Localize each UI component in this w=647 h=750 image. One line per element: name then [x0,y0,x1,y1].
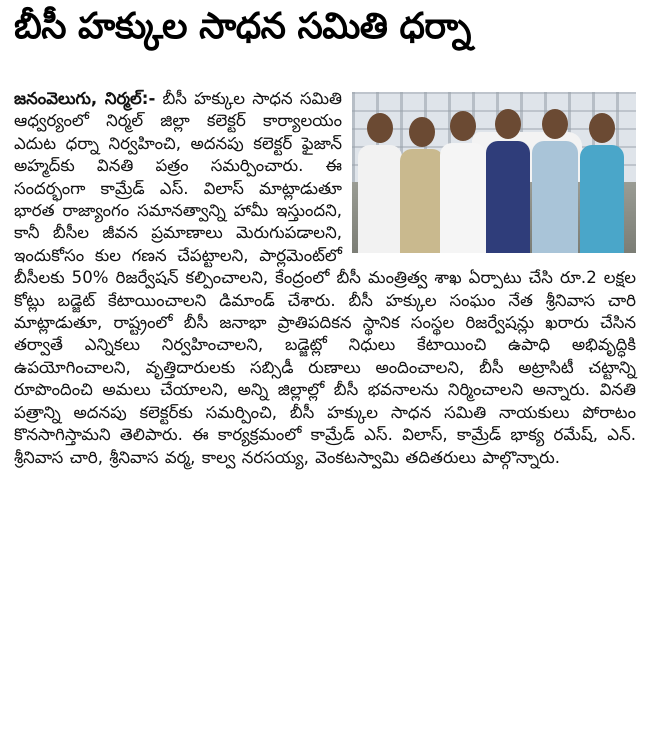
person-figure [358,113,402,253]
person-figure [486,109,530,253]
person-figure [440,111,486,253]
article-text: బీసీ హక్కుల సాధన సమితి ఆధ్వర్యంలో నిర్మల్ జిల్లా కలెక్టర్ కార్యాలయం ఎదుట ధర్నా నిర్వహించి, అదనపు కలెక్టర్ ఫైజాన్ అహ్మద్‌కు వినతి పత్రం సమర్పించారు. ఈ సందర్భంగా కామ్రేడ్ ఎస్. విలాస్ మాట్లాడుతూ భారత రాజ్యాంగం సమానత్వాన్ని హామీ ఇస్తుందని, కానీ బీసీల జీవన ప్రమాణాలు మెరుగుపడాలని, ఇందుకోసం కుల గణన చేపట్టాలని, పార్లమెంట్‌లో బీసీలకు 50% రిజర్వేషన్ కల్పించాలని, కేంద్రంలో బీసీ మంత్రిత్వ శాఖ ఏర్పాటు చేసి రూ.2 లక్షల కోట్లు బడ్జెట్ కేటాయించాలని డిమాండ్ చేశారు. బీసీ హక్కుల సంఘం నేత శ్రీనివాస చారి మాట్లాడుతూ, రాష్ట్రంలో బీసీ జనాభా ప్రాతిపదికన స్థానిక సంస్థల రిజర్వేషన్లు ఖరారు చేసిన తర్వాతే ఎన్నికలు నిర్వహించాలని, బడ్జెట్లో నిధులు కేటాయించి ఉపాధి అభివృద్ధికి ఉపయోగించాలని, వృత్తిదారులకు సబ్సిడీ రుణాలు అందించాలని, బీసీ అట్రాసిటీ చట్టాన్ని రూపొందించి అమలు చేయాలని, అన్ని జిల్లాల్లో బీసీ భవనాలను నిర్మించాలని అన్నారు. వినతి పత్రాన్ని అదనపు కలెక్టర్‌కు సమర్పించి, బీసీ హక్కుల సాధన సమితి నాయకులు పోరాటం కొనసాగిస్తామని తెలిపారు. ఈ కార్యక్రమంలో కామ్రేడ్ ఎస్. విలాస్, కామ్రేడ్ భాక్య రమేష్, ఎన్. శ్రీనివాస చారి, శ్రీనివాస వర్మ, కాల్వ నరసయ్య, వెంకటస్వామి తదితరులు పాల్గొన్నారు. [14,89,636,467]
person-figure [580,113,624,253]
person-figure [532,109,578,253]
headline: బీసీ హక్కుల సాధన సమితి ధర్నా [14,6,471,47]
article [14,88,636,469]
dateline: జనంవెలుగు, నిర్మల్:- [14,89,156,108]
news-photo [352,92,636,253]
person-figure [400,117,444,253]
